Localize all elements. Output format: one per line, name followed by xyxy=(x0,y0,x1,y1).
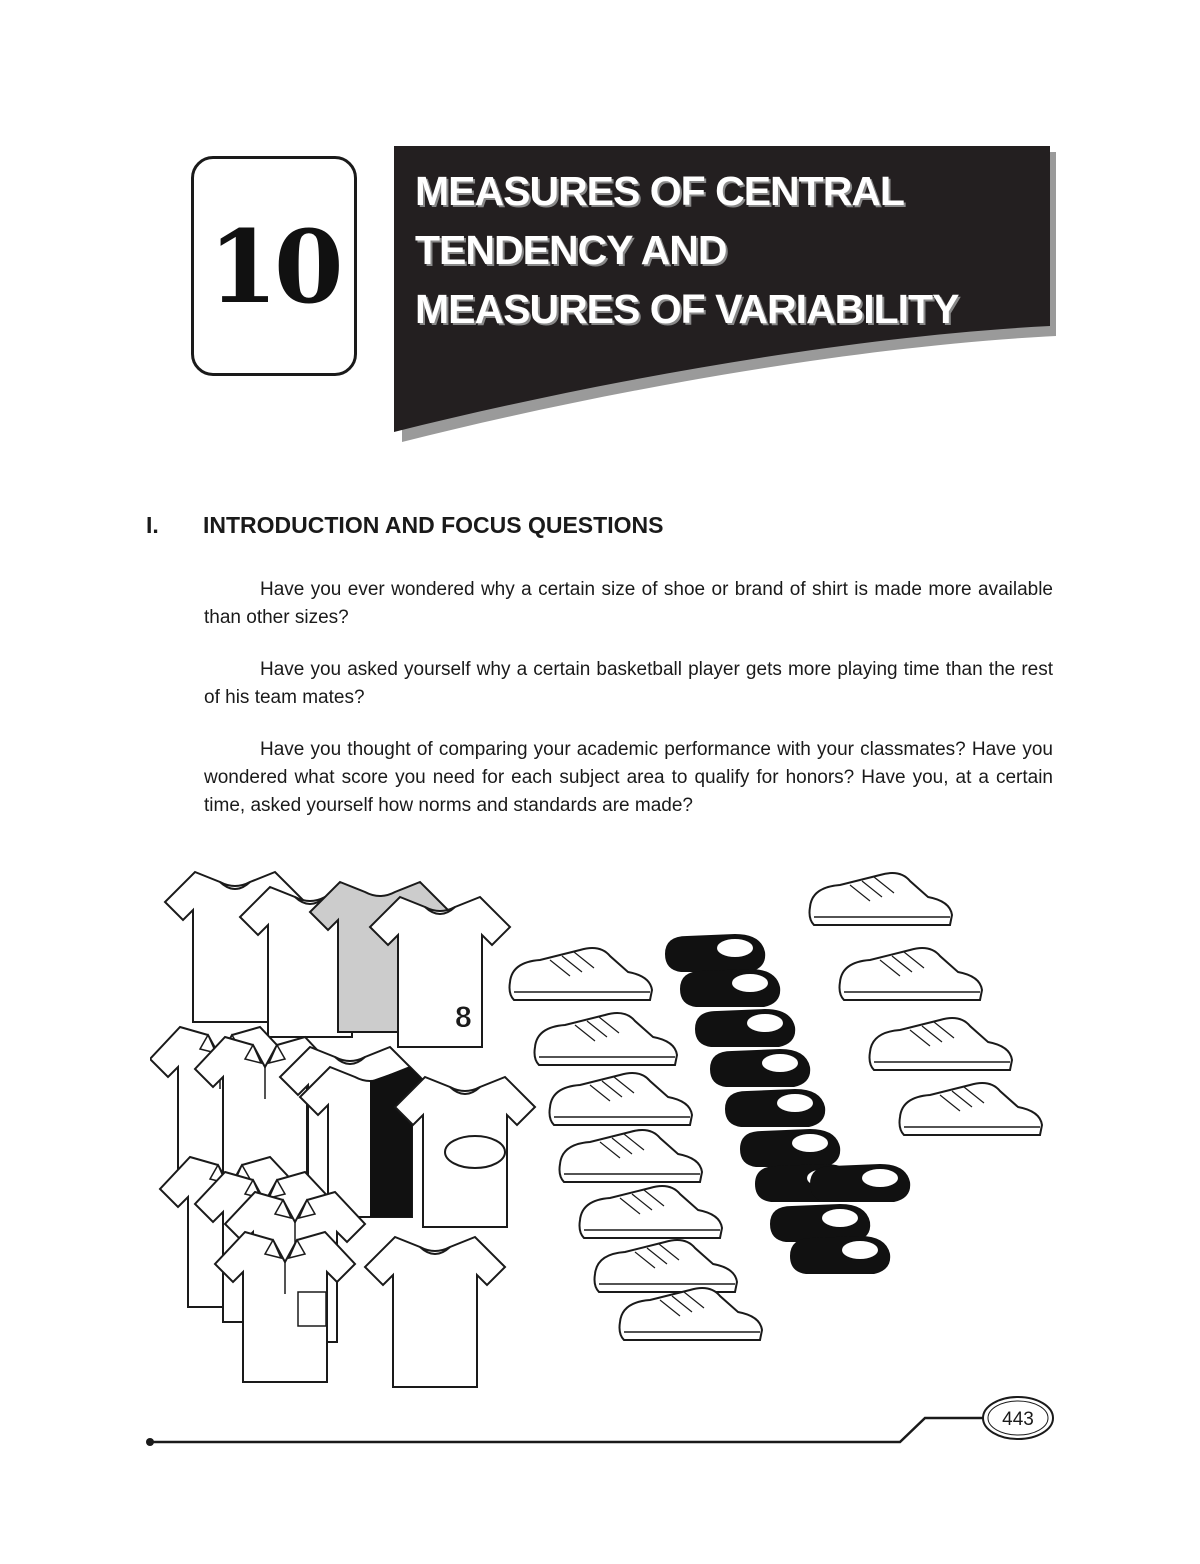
section-number: I. xyxy=(146,512,159,538)
page-number: 443 xyxy=(1002,1409,1034,1430)
paragraph-1 xyxy=(204,576,1053,632)
paragraph-3-text: Have you thought of comparing your academic performance with your classmates? Have you wondered what score you need for each subject area to qualify for honors? Have you, at a certain time, asked yourself how norms and standards are made? xyxy=(204,739,1053,816)
shirts-and-shoes-illustration xyxy=(150,862,1050,1432)
chapter-number-box xyxy=(191,156,357,376)
paragraph-1-text: Have you ever wondered why a certain size of shoe or brand of shirt is made more available than other sizes? xyxy=(204,579,1053,628)
section-title: INTRODUCTION AND FOCUS QUESTIONS xyxy=(203,512,664,538)
paragraph-2 xyxy=(204,656,1053,712)
title-line-3: MEASURES OF VARIABILITY xyxy=(415,286,959,332)
chapter-number: 10 xyxy=(208,208,340,326)
section-heading xyxy=(146,512,663,539)
svg-text:8: 8 xyxy=(455,1001,472,1034)
shirts-icon xyxy=(150,872,535,1387)
paragraph-2-text: Have you asked yourself why a certain basketball player gets more playing time than the rest of his team mates? xyxy=(204,659,1053,708)
chapter-title xyxy=(415,162,1055,339)
paragraph-3 xyxy=(204,736,1053,820)
title-line-2: TENDENCY AND xyxy=(415,227,727,273)
title-line-1: MEASURES OF CENTRAL xyxy=(415,168,904,214)
